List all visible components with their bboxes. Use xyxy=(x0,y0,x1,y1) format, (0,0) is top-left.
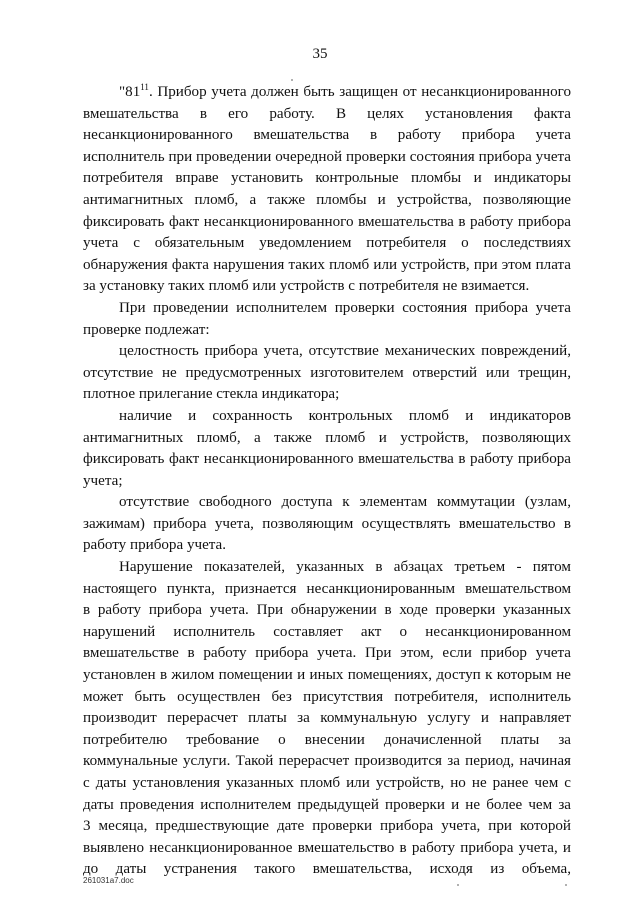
footer-filename: 261031a7.doc xyxy=(83,876,134,885)
paragraph-3 xyxy=(83,341,571,406)
paragraph-5 xyxy=(83,492,571,557)
paragraph-line: наличие и сохранность контрольных пломб и индикаторов xyxy=(119,407,571,424)
paragraph-line: зажимам) прибора учета, позволяющим осуществлять вмешательство в xyxy=(83,515,571,532)
paragraph-6 xyxy=(83,557,571,881)
paragraph-line: фиксировать факт несанкционированного вмешательства в работу прибора xyxy=(83,213,571,230)
paragraph-line: может быть осуществлен без присутствия потребителя, исполнитель xyxy=(83,688,571,705)
document-body xyxy=(83,82,571,881)
paragraph-line: исполнитель при проведении очередной проверки состояния прибора учета xyxy=(83,148,571,165)
paragraph-line: Нарушение показателей, указанных в абзацах третьем - пятом xyxy=(119,559,571,576)
paragraph-4 xyxy=(83,406,571,492)
paragraph-line: "$81^{11}$. Прибор учета должен быть защищен от несанкционированного xyxy=(119,82,571,100)
superscript-index: 11 xyxy=(140,82,149,92)
paragraph-line: за установку таких пломб или устройств с потребителя не взимается. xyxy=(83,278,530,295)
paragraph-line: выявлено несанкционированное вмешательство в работу прибора учета, и xyxy=(83,839,571,856)
paragraph-line: учета с обязательным уведомлением потребителя о последствиях xyxy=(83,235,571,252)
paragraph-line: с даты установления указанных пломб или устройств, но не ранее чем с xyxy=(83,775,571,791)
paragraph-line: нарушений исполнитель составляет акт о несанкционированном xyxy=(83,623,571,640)
page-number: 35 xyxy=(312,46,328,62)
paragraph-line: вмешательстве в работу прибора учета. При этом, если прибор учета xyxy=(83,645,571,662)
paragraph-line: производит перерасчет платы за коммунальную услугу и направляет xyxy=(83,710,571,727)
paragraph-line: отсутствие не предусмотренных изготовителем отверстий или трещин, xyxy=(83,364,571,381)
paragraph-line: вмешательства в его работу. В целях установления факта xyxy=(83,105,571,122)
paragraph-line: целостность прибора учета, отсутствие механических повреждений, xyxy=(119,343,571,360)
paragraph-line: потребителю требование о внесении доначисленной платы за xyxy=(83,731,571,748)
paragraph-line: учета; xyxy=(83,472,123,489)
paragraph-line: антимагнитных пломб, а также пломб и устройств, позволяющих xyxy=(83,429,571,446)
paragraph-line: потребителя вправе установить контрольные пломбы и индикаторы xyxy=(83,170,571,187)
paragraph-line: плотное прилегание стекла индикатора; xyxy=(83,386,340,403)
scan-speck xyxy=(291,79,293,81)
paragraph-line: обнаружения факта нарушения таких пломб или устройств, при этом плата xyxy=(83,256,571,273)
paragraph-line: в работу прибора учета. При обнаружении в ходе проверки указанных xyxy=(83,602,571,619)
paragraph-line: 3 месяца, предшествующие дате проверки прибора учета, при которой xyxy=(83,818,571,835)
scan-speck xyxy=(565,884,567,886)
paragraph-line: настоящего пункта, признается несанкционированным вмешательством xyxy=(83,580,571,597)
paragraph-line: несанкционированного вмешательства в работу прибора учета xyxy=(83,127,571,144)
paragraph-line: работу прибора учета. xyxy=(83,537,227,554)
paragraph-2 xyxy=(83,298,571,341)
paragraph-line: проверке подлежат: xyxy=(83,321,210,338)
paragraph-line: При проведении исполнителем проверки состояния прибора учета xyxy=(119,299,571,316)
paragraph-1 xyxy=(83,82,571,298)
paragraph-line: антимагнитных пломб, а также пломбы и устройства, позволяющие xyxy=(83,191,571,208)
paragraph-line: до даты устранения такого вмешательства, исходя из объема, xyxy=(83,861,571,878)
paragraph-line: даты проведения исполнителем предыдущей проверки и не более чем за xyxy=(83,796,571,813)
paragraph-line: отсутствие свободного доступа к элементам коммутации (узлам, xyxy=(119,494,571,511)
scan-speck xyxy=(457,884,459,886)
paragraph-line: фиксировать факт несанкционированного вмешательства в работу прибора xyxy=(83,451,571,468)
paragraph-line: коммунальные услуги. Такой перерасчет производится за период, начиная xyxy=(83,753,571,770)
paragraph-line: установлен в жилом помещении и иных помещениях, доступ к которым не xyxy=(83,667,571,684)
